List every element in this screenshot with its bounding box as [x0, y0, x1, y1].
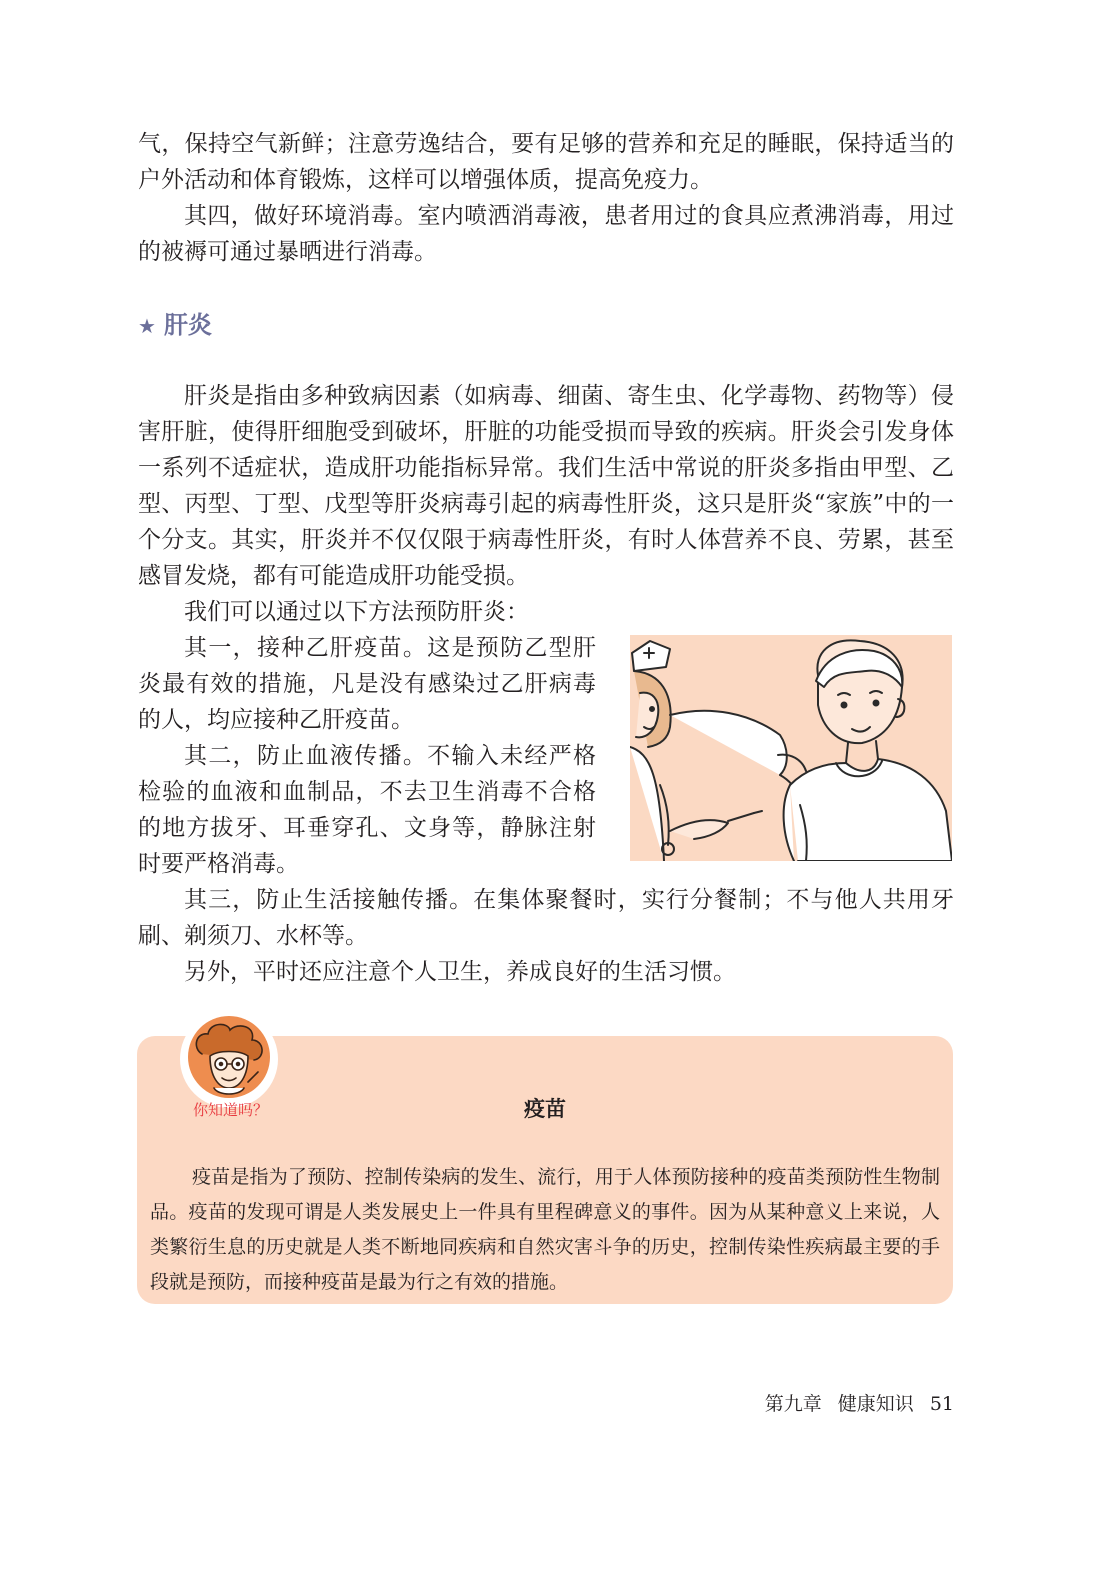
paragraph: 另外，平时还应注意个人卫生，养成良好的生活习惯。 [184, 959, 736, 985]
footer-section: 健康知识 [837, 1393, 914, 1415]
paragraph: 其二，防止血液传播。不输入未经严格检验的血液和血制品，不去卫生消毒不合格的地方拔牙、耳垂穿孔、文身等，静脉注射时要严格消毒。 [138, 743, 596, 877]
star-icon: ★ [138, 314, 156, 338]
info-box-body: 疫苗是指为了预防、控制传染病的发生、流行，用于人体预防接种的疫苗类预防性生物制品。疫苗的发现可谓是人类发展史上一件具有里程碑意义的事件。因为从某种意义上来说，人类繁衍生息的历史就是人类不断地同疾病和自然灾害斗争的历史，控制传染性疾病最主要的手段就是预防，而接种疫苗是最为行之有效的措施。 [150, 1166, 940, 1293]
vaccination-illustration [630, 635, 952, 861]
section-heading [138, 307, 212, 344]
paragraph: 其四，做好环境消毒。室内喷洒消毒液，患者用过的食具应煮沸消毒，用过的被褥可通过暴晒进行消毒。 [138, 203, 954, 265]
footer-chapter: 第九章 [764, 1393, 822, 1415]
prevention-text [138, 630, 596, 882]
hepatitis-text [138, 378, 954, 630]
mascot-circle [188, 1016, 270, 1098]
page-number: 51 [929, 1393, 954, 1415]
paragraph: 其一，接种乙肝疫苗。这是预防乙型肝炎最有效的措施，凡是没有感染过乙肝病毒的人，均应接种乙肝疫苗。 [138, 635, 596, 733]
info-box-title: 疫苗 [524, 1097, 566, 1121]
paragraph: 肝炎是指由多种致病因素（如病毒、细菌、寄生虫、化学毒物、药物等）侵害肝脏，使得肝细胞受到破坏，肝脏的功能受损而导致的疾病。肝炎会引发身体一系列不适症状，造成肝功能指标异常。我们生活中常说的肝炎多指由甲型、乙型、丙型、丁型、戊型等肝炎病毒引起的病毒性肝炎，这只是肝炎“家族”中的一个分支。其实，肝炎并不仅仅限于病毒性肝炎，有时人体营养不良、劳累，甚至感冒发烧，都有可能造成肝功能受损。 [138, 383, 954, 589]
paragraph: 其三，防止生活接触传播。在集体聚餐时，实行分餐制；不与他人共用牙刷、剃须刀、水杯等。 [138, 887, 954, 949]
section-title: 肝炎 [163, 311, 212, 339]
page-footer [700, 1390, 954, 1418]
did-you-know-caption: 你知道吗？ [193, 1101, 269, 1119]
after-text [138, 882, 954, 990]
paragraph: 气，保持空气新鲜；注意劳逸结合，要有足够的营养和充足的睡眠，保持适当的户外活动和体育锻炼，这样可以增强体质，提高免疫力。 [138, 131, 954, 193]
professor-mascot-icon [188, 1016, 270, 1098]
nurse-injection-drawing [630, 635, 952, 861]
paragraph: 我们可以通过以下方法预防肝炎： [184, 599, 529, 625]
intro-text [138, 126, 954, 270]
